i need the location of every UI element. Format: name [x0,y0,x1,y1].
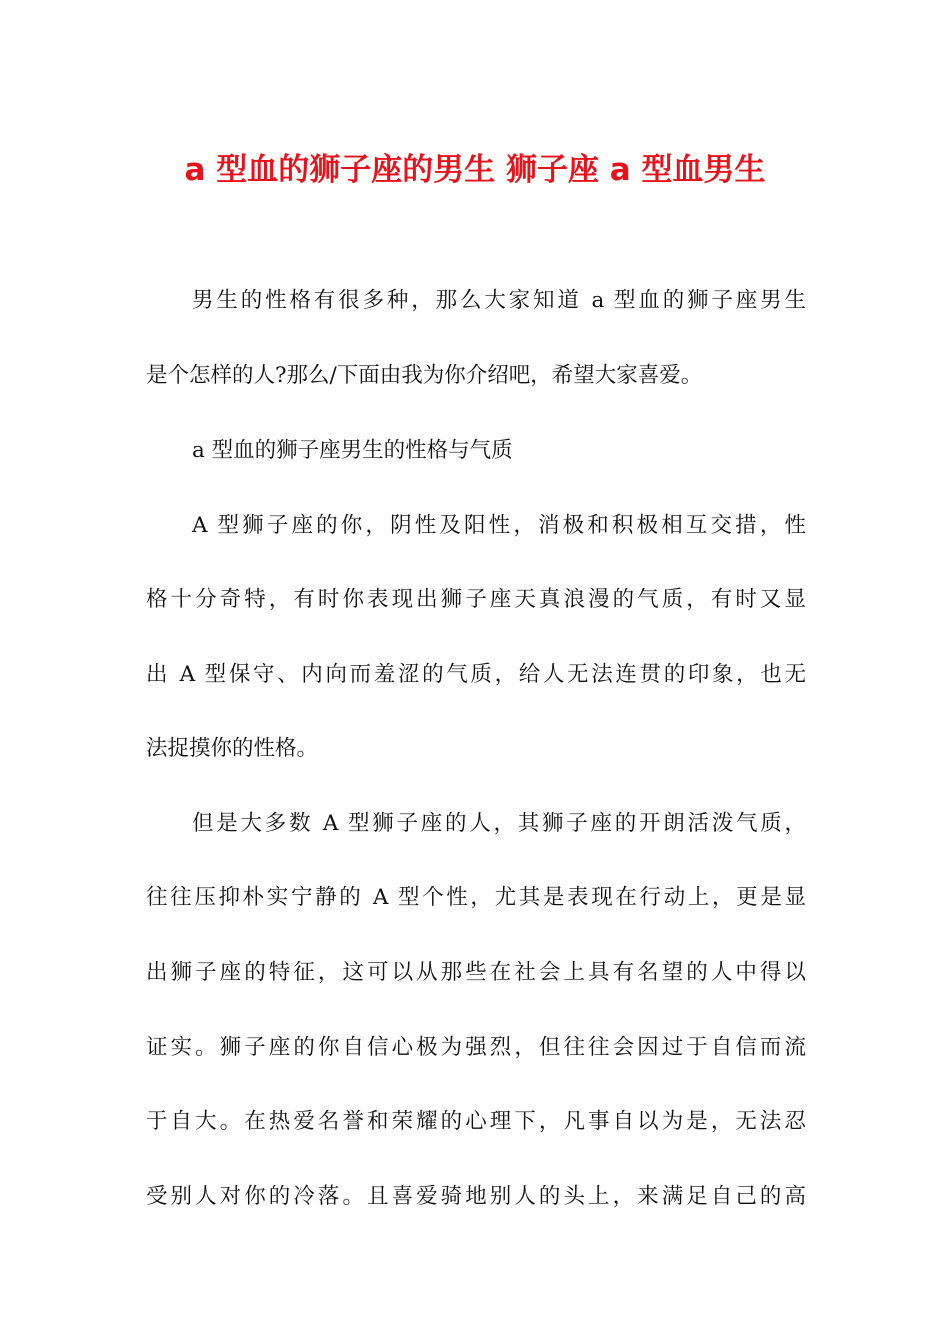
paragraph-line: 于自大。在热爱名誉和荣耀的心理下，凡事自以为是，无法忍 [146,1109,806,1134]
paragraph-line: 男生的性格有很多种，那么大家知道 a 型血的狮子座男生 [192,288,806,313]
paragraph-line: 出 A 型保守、内向而羞涩的气质，给人无法连贯的印象，也无 [146,662,806,687]
paragraph-line: A 型狮子座的你，阴性及阳性，消极和积极相互交措，性 [192,513,806,538]
paragraph-line: 但是大多数 A 型狮子座的人，其狮子座的开朗活泼气质， [192,811,806,836]
paragraph-line: 格十分奇特，有时你表现出狮子座天真浪漫的气质，有时又显 [146,587,806,612]
paragraph-line: 法捉摸你的性格。 [146,736,319,761]
paragraph-line: 往往压抑朴实宁静的 A 型个性，尤其是表现在行动上，更是显 [146,885,806,910]
paragraph-line: 出狮子座的特征，这可以从那些在社会上具有名望的人中得以 [146,960,806,985]
document-title: a 型血的狮子座的男生 狮子座 a 型血男生 [184,152,766,188]
paragraph-line: 是个怎样的人?那么/下面由我为你介绍吧，希望大家喜爱。 [146,363,703,388]
paragraph-line: 证实。狮子座的你自信心极为强烈，但往往会因过于自信而流 [146,1035,806,1060]
paragraph-line: 受别人对你的冷落。且喜爱骑地别人的头上，来满足自己的高 [146,1184,806,1209]
section-heading: a 型血的狮子座男生的性格与气质 [192,438,513,463]
